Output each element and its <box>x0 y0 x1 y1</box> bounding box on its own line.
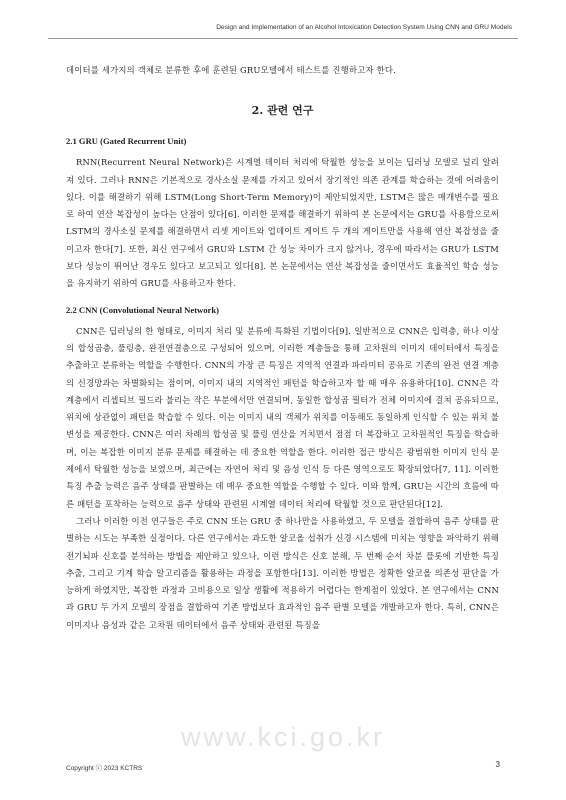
intro-paragraph-tail: 데이터를 세가지의 객체로 분류한 후에 훈련된 GRU모델에서 테스트를 진행하고자 한다. <box>66 65 396 75</box>
footer-copyright: Copyright ⓒ 2023 KCTRS <box>66 765 143 772</box>
watermark: www.kci.go.kr <box>180 722 386 752</box>
page-body <box>66 62 499 634</box>
cnn-paragraph-1: CNN은 딥러닝의 한 형태로, 이미지 처리 및 분류에 특화된 기법이다[9]. 일반적으로 CNN은 입력층, 하나 이상의 합성곱층, 풀링층, 완전연결층으로 구성되어 있으며, 이러한 계층들을 통해 고차원의 이미지 데이터에서 특징을 추출하고 분류하는 역할을 수행한다. CNN의 가장 큰 특징은 지역적 연결과 파라미터 공유로 기존의 완전 연결 계층의 신경망과는 차별화되는 점이며, 이미지 내의 지역적인 패턴을 학습하고자 할 때 매우 유용하다[10]. CNN은 각 계층에서 리셉티브 필드라 불리는 작은 부분에서만 연결되며, 동일한 합성곱 필터가 전체 이미지에 걸쳐 공유되므로, 위치에 상관없이 패턴을 학습할 수 있다. 이는 이미지 내의 객체가 위치를 이동해도 동일하게 인식할 수 있는 위치 불변성을 제공한다. CNN은 여러 차례의 합성곱 및 풀링 연산을 거치면서 점점 더 복잡하고 고차원적인 특징을 학습하며, 이는 복잡한 이미지 분류 문제를 해결하는 데 중요한 역할을 한다. 이러한 접근 방식은 광범위한 이미지 인식 문제에서 탁월한 성능을 보였으며, 최근에는 자연어 처리 및 음성 인식 등 다른 영역으로도 확장되었다[7, 11]. 이러한 특징 추출 능력은 음주 상태를 판별하는 데 매우 중요한 역할을 수행할 수 있다. 이와 함께, GRU는 시간의 흐름에 따른 패턴을 포착하는 능력으로 음주 상태와 관련된 시계열 데이터 처리에 탁월할 것으로 판단된다[12]. <box>66 325 499 509</box>
cnn-paragraph-2: 그러나 이러한 이전 연구들은 주로 CNN 또는 GRU 중 하나만을 사용하였고, 두 모델을 결합하여 음주 상태를 판별하는 시도는 부족한 실정이다. 다른 연구에서는 과도한 알코올 섭취가 신경 시스템에 미치는 영향을 파악하기 위해 전기뇌파 신호를 분석하는 방법을 제안하고 있으나, 이런 방식은 신호 분해, 두 번째 순서 차분 플롯에 기반한 특징 추출, 그리고 기계 학습 알고리즘을 활용하는 과정을 포함한다[13]. 이러한 방법은 정확한 알코올 의존성 판단을 가능하게 하였지만, 복잡한 과정과 고비용으로 일상 생활에 적용하기 어렵다는 한계점이 있었다. 본 연구에서는 CNN과 GRU 두 가지 모델의 장점을 결합하여 기존 방법보다 효과적인 음주 판별 모델을 개발하고자 한다. 특히, CNN은 이미지나 음성과 같은 고차원 데이터에서 음주 상태와 관련된 특징을 <box>66 515 499 630</box>
section-title: 2. 관련 연구 <box>251 104 314 118</box>
gru-paragraph: RNN(Recurrent Neural Network)은 시계열 데이터 처리에 탁월한 성능을 보이는 딥러닝 모델로 널리 알려져 있다. 그러나 RNN은 기본적으로 경사소실 문제를 가지고 있어서 장기적인 의존 관계를 학습하는 것에 어려움이 있다. 이를 해결하기 위해 LSTM(Long Short-Term Memory)이 제안되었지만, LSTM은 많은 매개변수를 필요로 하여 연산 복잡성이 높다는 단점이 있다[6]. 이러한 문제를 해결하기 위하여 본 논문에서는 GRU를 사용함으로써 LSTM의 경사소실 문제를 해결하면서 리셋 게이트와 업데이트 게이트 두 개의 게이트만을 사용해 연산 복잡성을 줄이고자 한다[7]. 또한, 최신 연구에서 GRU와 LSTM 간 성능 차이가 크지 않거나, 경우에 따라서는 GRU가 LSTM보다 성능이 뛰어난 경우도 있다고 보고되고 있다[8]. 본 논문에서는 연산 복잡성을 줄이면서도 효율적인 학습 성능을 유지하기 위하여 GRU를 사용하고자 한다. <box>66 157 499 289</box>
subsection-title-gru: 2.1 GRU (Gated Recurrent Unit) <box>66 136 187 147</box>
header-divider <box>48 38 518 39</box>
running-header: Design and Implementation of an Alcohol Intoxication Detection System Using CNN and GRU Models <box>216 24 512 31</box>
subsection-title-cnn: 2.2 CNN (Convolutional Neural Network) <box>66 304 220 315</box>
page-number: 3 <box>495 760 500 769</box>
